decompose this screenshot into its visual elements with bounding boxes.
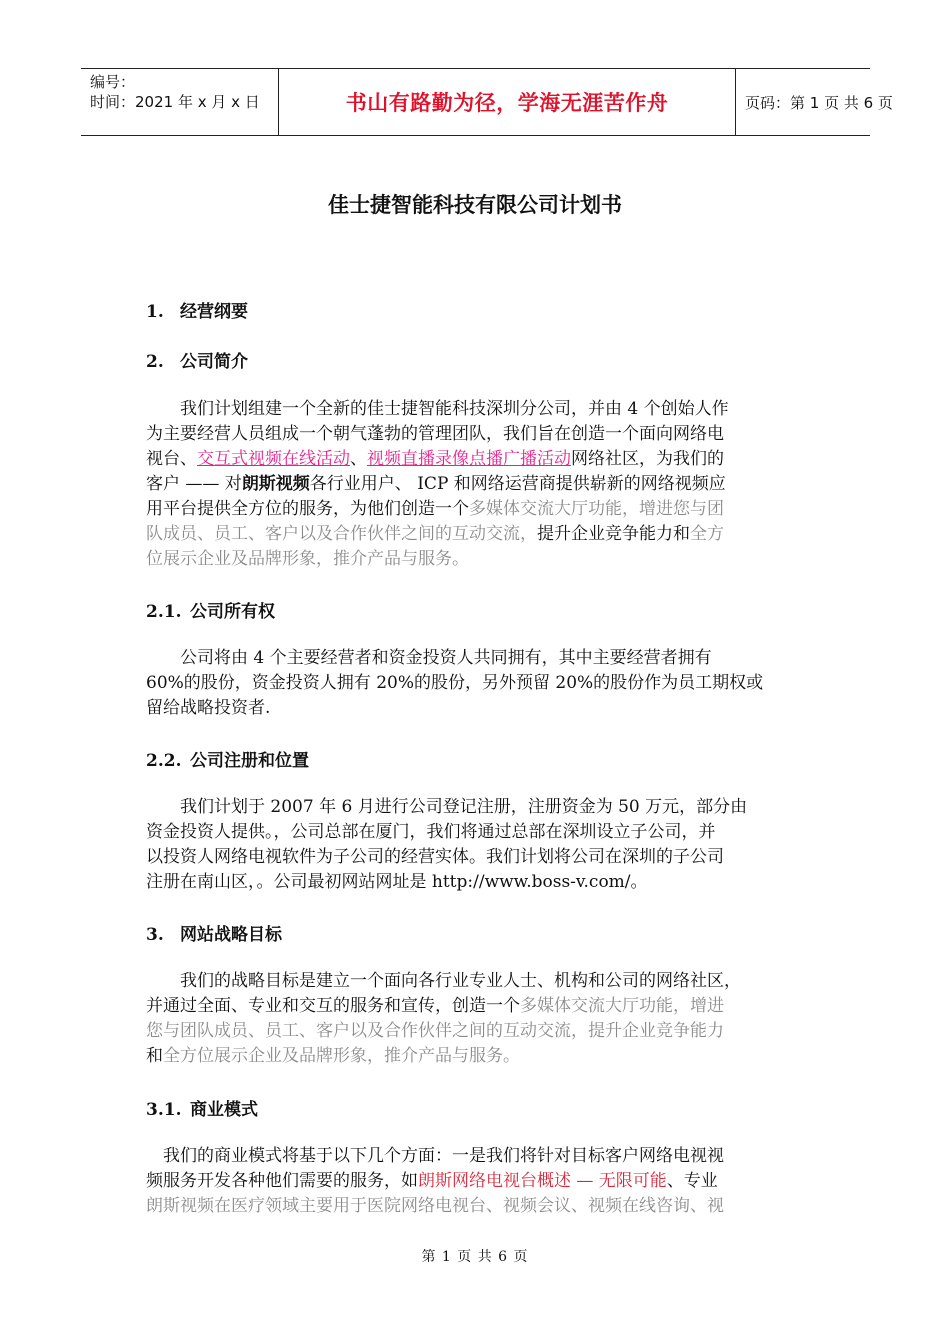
intro-paragraph: 我们计划组建一个全新的佳士捷智能科技深圳分公司，并由 4 个创始人作 为主要经营人员组成一个朝气蓬勃的管理团队，我们旨在创造一个面向网络电 视台、交互式视频在线活动、视频直播录像点播广播活动网络社区，为我们的 客户 —— 对朗斯视频各行业用户、 ICP 和网络运营商提供崭新的网络视频应 用平台提供全方位的服务，为他们创造一个多媒体交流大厅功能，增进您与团 队成员、员工、客户以及合作伙伴之间的互动交流，提升企业竞争能力和全方 位展示企业及品牌形象，推介产品与服务。 (146, 399, 729, 569)
document-title: 佳士捷智能科技有限公司计划书 (328, 193, 622, 217)
heading-2: 2. 公司简介 (146, 352, 248, 372)
header-page-label: 页码：第 1 页 共 6 页 (745, 93, 893, 112)
page-footer: 第 1 页 共 6 页 (421, 1249, 529, 1265)
ownership-paragraph: 公司将由 4 个主要经营者和资金投资人共同拥有，其中主要经营者拥有 60%的股份，资金投资人拥有 20%的股份，另外预留 20%的股份作为员工期权或 留给战略投资者. (146, 648, 764, 718)
heading-2-2: 2.2. 公司注册和位置 (146, 751, 309, 771)
number-label: 编号： (90, 73, 136, 91)
heading-2-1: 2.1. 公司所有权 (146, 602, 275, 622)
link-interactive-video[interactable]: 交互式视频在线活动 (197, 449, 350, 469)
time-label: 时间：2021 年 x 月 x 日 (90, 93, 260, 111)
strategy-paragraph: 我们的战略目标是建立一个面向各行业专业人士、机构和公司的网络社区， 并通过全面、专业和交互的服务和宣传，创造一个多媒体交流大厅功能，增进 您与团队成员、员工、客户以及合作伙伴之间的互动交流，提升企业竞争能力 和全方位展示企业及品牌形象，推介产品与服务。 (146, 971, 741, 1066)
registration-paragraph: 我们计划于 2007 年 6 月进行公司登记注册，注册资金为 50 万元，部分由 资金投资人提供。，公司总部在厦门，我们将通过总部在深圳设立子公司，并 以投资人网络电视软件为子公司的经营实体。我们计划将公司在深圳的子公司 注册在南山区，。公司最初网站网址是 http://www.boss-v.com/。 (146, 797, 748, 892)
business-paragraph: 我们的商业模式将基于以下几个方面：一是我们将针对目标客户网络电视视 频服务开发各种他们需要的服务，如朗斯网络电视台概述 — 无限可能、专业 朗斯视频在医疗领域主要用于医院网络电视台、视频会议、视频在线咨询、视 (146, 1146, 724, 1216)
heading-1: 1. 经营纲要 (146, 302, 248, 322)
page-header (81, 68, 893, 136)
heading-3-1: 3.1. 商业模式 (146, 1100, 258, 1120)
header-motto: 书山有路勤为径，学海无涯苦作舟 (279, 69, 736, 135)
header-meta (81, 69, 279, 135)
heading-3: 3. 网站战略目标 (146, 925, 282, 945)
link-live-video[interactable]: 视频直播录像点播广播活动 (367, 449, 571, 469)
